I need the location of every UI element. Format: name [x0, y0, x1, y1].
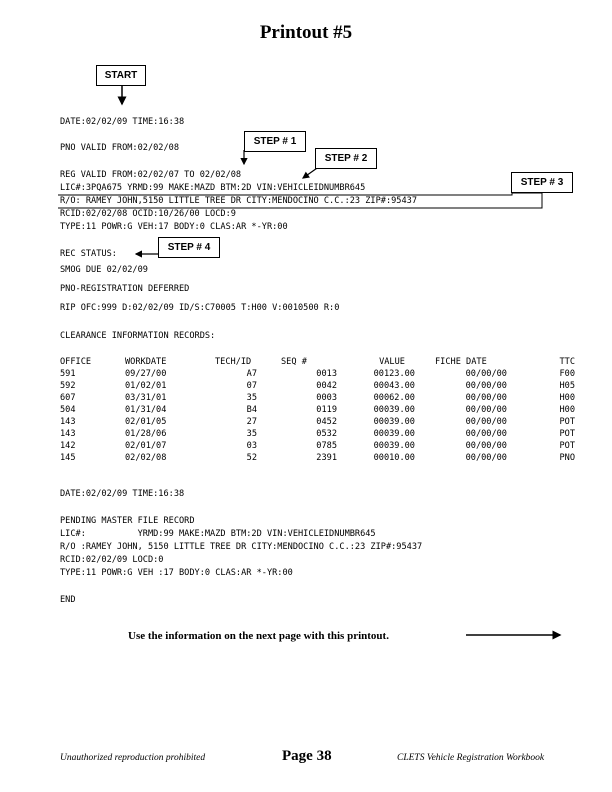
cell-tech-id: B4	[246, 405, 257, 415]
cell-workdate: 03/31/01	[125, 393, 167, 403]
cell-fiche-date: 00/00/00	[465, 453, 507, 463]
cell-tech-id: 07	[246, 381, 257, 391]
cell-office: 143	[60, 417, 76, 427]
cell-ttc: H00	[559, 405, 575, 415]
pending-owner-line: R/O :RAMEY JOHN, 5150 LITTLE TREE DR CITY:MENDOCINO C.C.:23 ZIP#:95437	[60, 542, 423, 552]
cell-tech-id: A7	[246, 369, 257, 379]
pno-valid-line: PNO VALID FROM:02/02/08	[60, 143, 179, 153]
cell-fiche-date: 00/00/00	[465, 441, 507, 451]
header-office: OFFICE	[60, 357, 92, 367]
cell-workdate: 01/28/06	[125, 429, 167, 439]
footer-workbook-title: CLETS Vehicle Registration Workbook	[397, 753, 545, 763]
cell-value: 00123.00	[373, 369, 415, 379]
step2-label: STEP # 2	[315, 148, 377, 169]
cell-office: 142	[60, 441, 76, 451]
step1-label: STEP # 1	[244, 131, 306, 152]
cell-office: 592	[60, 381, 76, 391]
cell-value: 00039.00	[373, 417, 415, 427]
end-line: END	[60, 595, 76, 605]
cell-workdate: 02/01/05	[125, 417, 167, 427]
cell-tech-id: 35	[246, 429, 257, 439]
cell-office: 143	[60, 429, 76, 439]
cell-workdate: 09/27/00	[125, 369, 167, 379]
cell-value: 00062.00	[373, 393, 415, 403]
cell-seq: 0785	[316, 441, 337, 451]
page-number: Page 38	[282, 748, 332, 764]
cell-workdate: 01/02/01	[125, 381, 167, 391]
table-row	[60, 380, 575, 392]
cell-seq: 2391	[316, 453, 337, 463]
cell-seq: 0119	[316, 405, 337, 415]
rip-line: RIP OFC:999 D:02/02/09 ID/S:C70005 T:H00 V:0010500 R:0	[60, 303, 340, 313]
cell-office: 607	[60, 393, 76, 403]
cell-ttc: H05	[559, 381, 575, 391]
cell-tech-id: 52	[246, 453, 257, 463]
cell-ttc: POT	[559, 441, 575, 451]
cell-workdate: 02/02/08	[125, 453, 167, 463]
pno-deferred-line: PNO-REGISTRATION DEFERRED	[60, 284, 190, 294]
cell-ttc: POT	[559, 417, 575, 427]
header-ttc: TTC	[559, 357, 575, 367]
cell-office: 145	[60, 453, 76, 463]
clearance-heading: CLEARANCE INFORMATION RECORDS:	[60, 331, 216, 341]
cell-tech-id: 03	[246, 441, 257, 451]
next-page-note: Use the information on the next page with this printout.	[128, 630, 389, 642]
cell-tech-id: 27	[246, 417, 257, 427]
type-line: TYPE:11 POWR:G VEH:17 BODY:0 CLAS:AR *-YR:00	[60, 222, 288, 232]
cell-value: 00010.00	[373, 453, 415, 463]
cell-seq: 0452	[316, 417, 337, 427]
table-row	[60, 368, 575, 380]
cell-ttc: H00	[559, 393, 575, 403]
cell-ttc: F00	[559, 369, 575, 379]
cell-tech-id: 35	[246, 393, 257, 403]
cell-ttc: POT	[559, 429, 575, 439]
table-row	[60, 416, 575, 428]
cell-workdate: 02/01/07	[125, 441, 167, 451]
cell-value: 00043.00	[373, 381, 415, 391]
cell-ttc: PNO	[559, 453, 575, 463]
smog-due-line: SMOG DUE 02/02/09	[60, 265, 148, 275]
table-row	[60, 440, 575, 452]
date-time-line: DATE:02/02/09 TIME:16:38	[60, 117, 185, 127]
table-header-row	[60, 356, 575, 368]
cell-seq: 0013	[316, 369, 337, 379]
clearance-table	[60, 356, 575, 464]
table-row	[60, 392, 575, 404]
cell-fiche-date: 00/00/00	[465, 429, 507, 439]
reg-valid-line: REG VALID FROM:02/02/07 TO 02/02/08	[60, 170, 242, 180]
header-value: VALUE	[379, 357, 405, 367]
cell-seq: 0042	[316, 381, 337, 391]
rcid-line: RCID:02/02/08 OCID:10/26/00 LOCD:9	[60, 209, 236, 219]
cell-value: 00039.00	[373, 429, 415, 439]
cell-fiche-date: 00/00/00	[465, 381, 507, 391]
page-title: Printout #5	[259, 22, 353, 43]
pending-license-line: LIC#: YRMD:99 MAKE:MAZD BTM:2D VIN:VEHICLEIDNUMBR645	[60, 529, 376, 539]
owner-line: R/O: RAMEY JOHN,5150 LITTLE TREE DR CITY:MENDOCINO C.C.:23 ZIP#:95437	[60, 196, 417, 206]
cell-office: 591	[60, 369, 76, 379]
header-fiche-date: FICHE DATE	[435, 357, 487, 367]
table-row	[60, 452, 575, 464]
header-seq: SEQ #	[281, 357, 307, 367]
cell-value: 00039.00	[373, 405, 415, 415]
header-workdate: WORKDATE	[125, 357, 167, 367]
table-row	[60, 404, 575, 416]
cell-fiche-date: 00/00/00	[465, 405, 507, 415]
cell-seq: 0532	[316, 429, 337, 439]
pending-master-heading: PENDING MASTER FILE RECORD	[60, 516, 195, 526]
start-label: START	[96, 65, 146, 86]
rec-status-line: REC STATUS:	[60, 249, 117, 259]
cell-fiche-date: 00/00/00	[465, 393, 507, 403]
license-line: LIC#:3PQA675 YRMD:99 MAKE:MAZD BTM:2D VIN:VEHICLEIDNUMBR645	[60, 183, 366, 193]
step4-label: STEP # 4	[158, 237, 220, 258]
cell-fiche-date: 00/00/00	[465, 369, 507, 379]
cell-fiche-date: 00/00/00	[465, 417, 507, 427]
pending-rcid-line: RCID:02/02/09 LOCD:0	[60, 555, 164, 565]
footer-copyright: Unauthorized reproduction prohibited	[60, 753, 206, 763]
cell-seq: 0003	[316, 393, 337, 403]
header-tech-id: TECH/ID	[215, 357, 252, 367]
step3-label: STEP # 3	[511, 172, 573, 193]
cell-value: 00039.00	[373, 441, 415, 451]
table-row	[60, 428, 575, 440]
cell-office: 504	[60, 405, 76, 415]
cell-workdate: 01/31/04	[125, 405, 167, 415]
date-time-line-2: DATE:02/02/09 TIME:16:38	[60, 489, 185, 499]
pending-type-line: TYPE:11 POWR:G VEH :17 BODY:0 CLAS:AR *-YR:00	[60, 568, 293, 578]
